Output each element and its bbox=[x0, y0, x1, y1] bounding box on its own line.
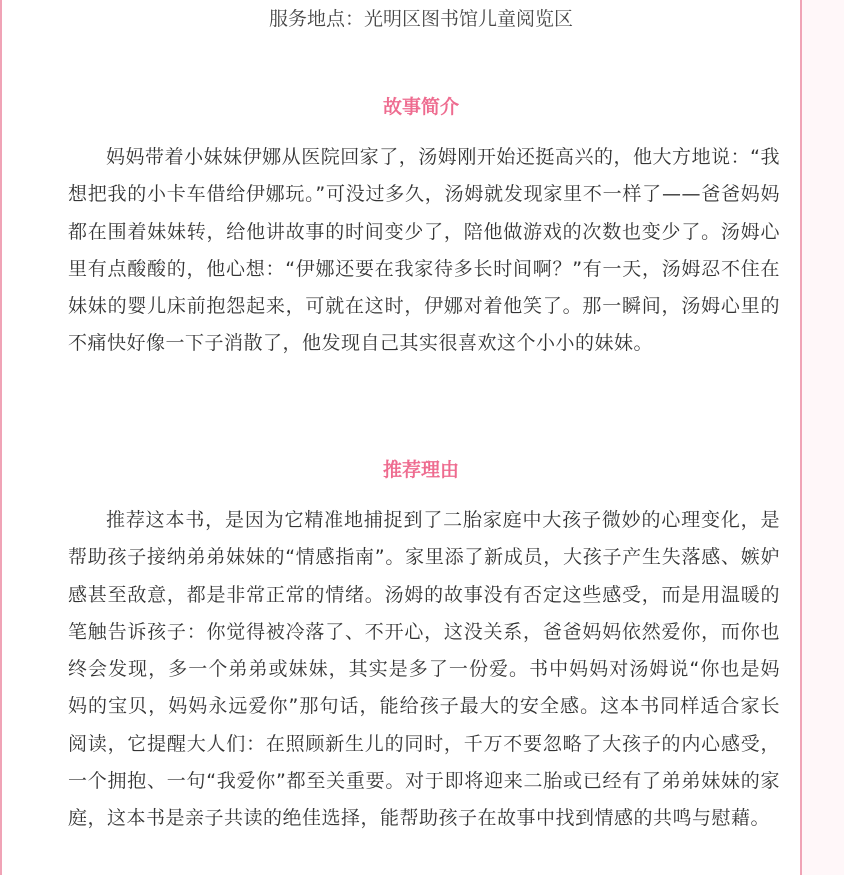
section-title-story-summary: 故事简介 bbox=[382, 96, 459, 118]
recommendation-text: 推荐这本书，是因为它精准地捕捉到了二胎家庭中大孩子微妙的心理变化，是帮助孩子接纳弟弟妹妹的“情感指南”。家里添了新成员，大孩子产生失落感、嫉妒感甚至敌意，都是非常正常的情绪。汤姆的故事没有否定这些感受，而是用温暖的笔触告诉孩子：你觉得被冷落了、不开心，这没关系，爸爸妈妈依然爱你，而你也终会发现，多一个弟弟或妹妹，其实是多了一份爱。书中妈妈对汤姆说“你也是妈妈的宝贝，妈妈永远爱你”那句话，能给孩子最大的安全感。这本书同样适合家长阅读，它提醒大人们：在照顾新生儿的同时，千万不要忽略了大孩子的内心感受，一个拥抱、一句“我爱你”都至关重要。对于即将迎来二胎或已经有了弟弟妹妹的家庭，这本书是亲子共读的绝佳选择，能帮助孩子在故事中找到情感的共鸣与慰藉。 bbox=[68, 509, 780, 830]
service-location: 服务地点：光明区图书馆儿童阅览区 bbox=[268, 8, 573, 30]
section-title-recommendation: 推荐理由 bbox=[382, 459, 459, 481]
story-summary-text: 妈妈带着小妹妹伊娜从医院回家了，汤姆刚开始还挺高兴的，他大方地说：“我想把我的小卡车借给伊娜玩。”可没过多久，汤姆就发现家里不一样了——爸爸妈妈都在围着妹妹转，给他讲故事的时间变少了，陪他做游戏的次数也变少了。汤姆心里有点酸酸的，他心想：“伊娜还要在我家待多长时间啊？”有一天，汤姆忍不住在妹妹的婴儿床前抱怨起来，可就在这时，伊娜对着他笑了。那一瞬间，汤姆心里的不痛快好像一下子消散了，他发现自己其实很喜欢这个小小的妹妹。 bbox=[68, 146, 780, 355]
